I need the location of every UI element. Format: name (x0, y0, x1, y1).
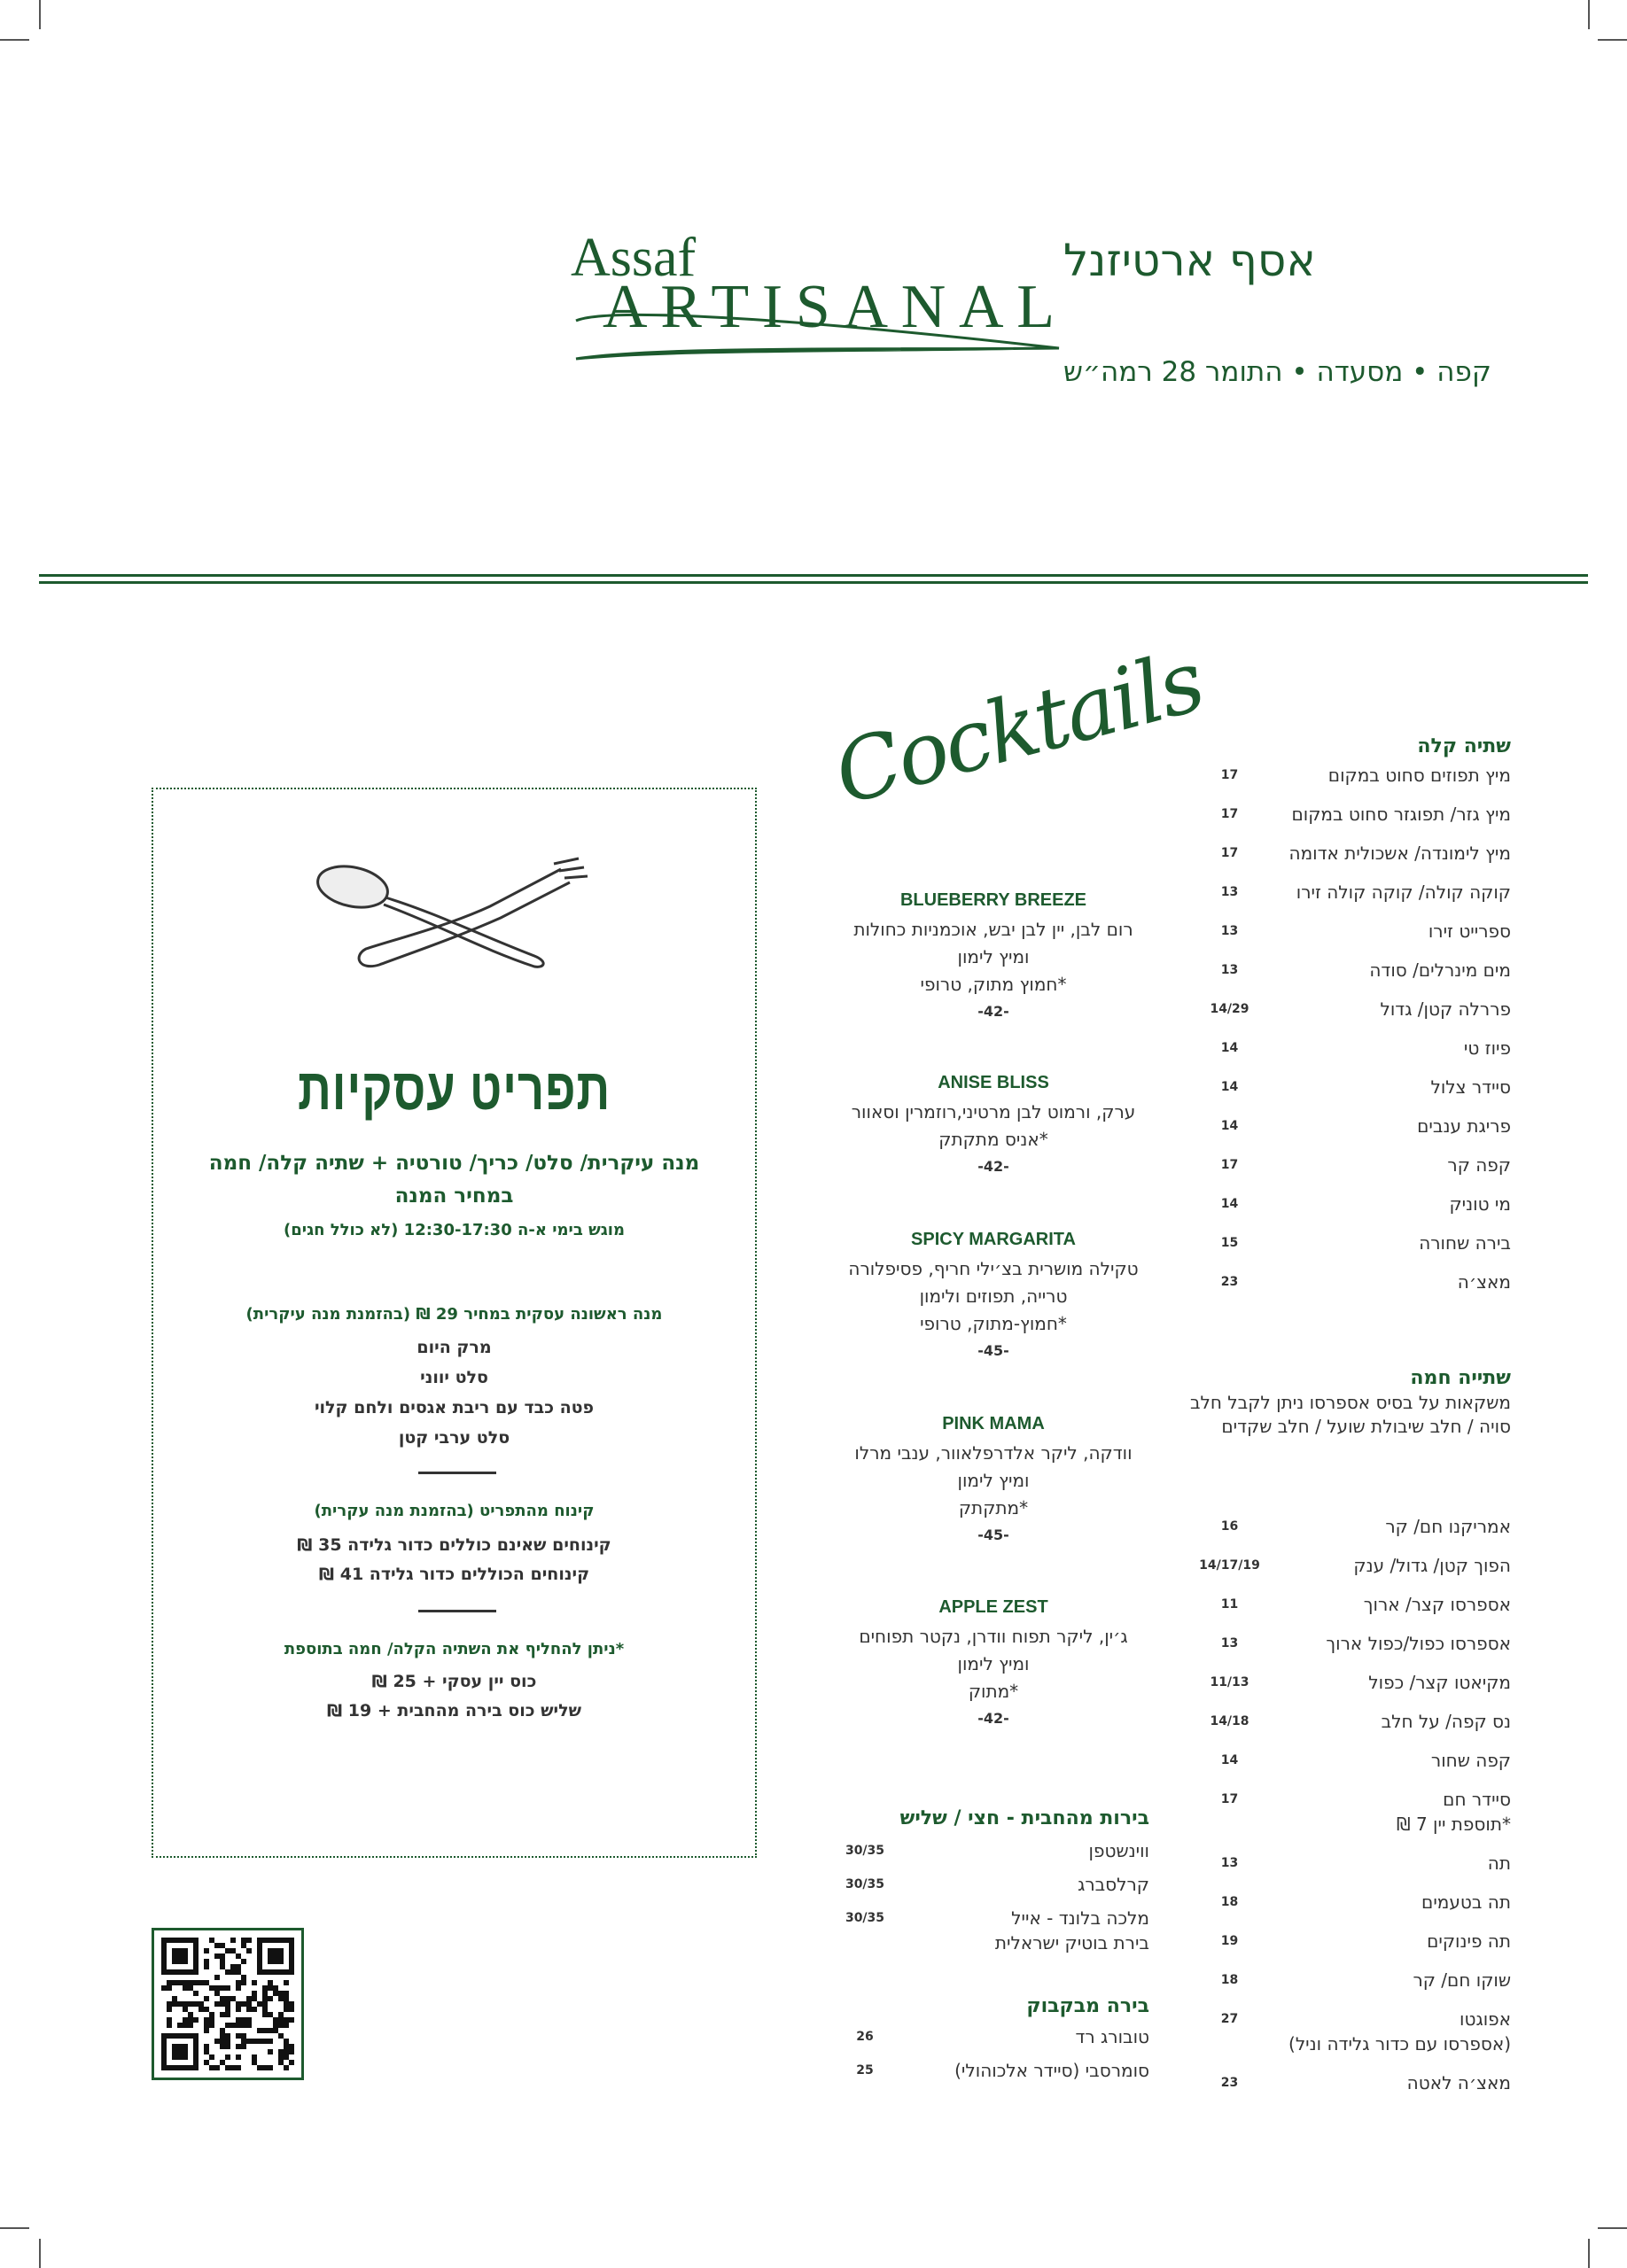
qr-code[interactable] (152, 1928, 304, 2080)
menu-item (1187, 919, 1511, 958)
menu-item (833, 1872, 1149, 1906)
cocktail-name: APPLE ZEST (938, 1597, 1048, 1617)
item-name: ווינשטפן (1088, 1840, 1149, 1861)
item-name: אספרסו כפול/כפול ארוך (1326, 1633, 1511, 1654)
item-name: שוקו חם/ קר (1413, 1969, 1511, 1991)
item-price: 23 (1220, 1275, 1239, 1289)
menu-item (1187, 1270, 1511, 1309)
menu-item (1187, 1231, 1511, 1270)
item-note: (אספרסו עם כדור גלידה וניל) (1288, 2033, 1511, 2054)
item-name: פריגת ענבים (1417, 1115, 1511, 1137)
item-name: אמריקנו חם/ קר (1385, 1516, 1511, 1537)
cocktail-ingredients: ומיץ לימון (957, 946, 1030, 967)
cocktail-ingredients: טקילה מושרית בצ׳ילי חריף, פסיפלורה (848, 1258, 1139, 1279)
item-name: סיידר צלול (1430, 1076, 1511, 1098)
menu-item (833, 2024, 1149, 2058)
soft-drinks-heading: שתיה קלה (1417, 735, 1511, 757)
menu-item (833, 1906, 1149, 1964)
cocktail-name: BLUEBERRY BREEZE (899, 890, 1087, 910)
item-name: הפוך קטן/ גדול/ ענק (1353, 1555, 1511, 1576)
crop-mark (1588, 2239, 1590, 2268)
item-name: מלכה בלונד - אייל (1011, 1907, 1149, 1929)
cocktail-ingredients: *חמוץ מתוק, טרופי (920, 974, 1067, 995)
swap-item: שליש כוס בירה מהחבית + 19 ₪ (326, 1701, 582, 1720)
item-name: מאצ׳ה לאטה (1406, 2072, 1511, 2093)
spoon-fork-icon (313, 851, 596, 975)
menu-item (1187, 763, 1511, 802)
cocktail-ingredients: *אניס מתקתק (938, 1129, 1048, 1150)
business-menu-title: תפריט עסקיות (297, 1056, 611, 1122)
item-price: 30/35 (845, 1844, 885, 1858)
item-price: 17 (1220, 807, 1239, 821)
cocktail-ingredients: ג׳ין, ליקר תפוח וודרן, נקטר תפוחים (859, 1626, 1128, 1647)
dessert-heading: קינוח מהתפריט (בהזמנת מנה עקרית) (314, 1502, 595, 1520)
item-name: פיוז טי (1463, 1037, 1511, 1059)
section-divider (418, 1472, 496, 1474)
item-price: 14/17/19 (1199, 1558, 1260, 1573)
item-name: תה בטעמים (1421, 1891, 1511, 1913)
item-price: 14 (1220, 1080, 1239, 1094)
menu-item (1187, 1114, 1511, 1153)
item-name: מקיאטו קצר/ כפול (1368, 1672, 1511, 1693)
hot-drinks-note: סויה / חלב שיבולת שועל / חלב שקדים (1221, 1416, 1511, 1437)
header-divider-bottom (39, 581, 1588, 584)
hot-drinks-section (1187, 1367, 1511, 2109)
cocktail-name: PINK MAMA (942, 1414, 1045, 1433)
cocktail-ingredients: *חמוץ-מתוק, טרופי (920, 1313, 1067, 1334)
restaurant-logo (558, 217, 1491, 390)
item-name: תה פינוקים (1427, 1930, 1511, 1952)
item-price: 19 (1220, 1934, 1239, 1948)
item-price: 13 (1220, 924, 1239, 938)
menu-item (1187, 1748, 1511, 1787)
cocktail-price: -45- (977, 1526, 1009, 1543)
hot-drinks-heading: שתייה חמה (1410, 1367, 1511, 1389)
item-name: פררלה קטן/ גדול (1380, 998, 1511, 1020)
cocktail-name: ANISE BLISS (938, 1073, 1049, 1092)
item-name: סומרסבי (סיידר אלכוהולי) (954, 2060, 1149, 2081)
starter-item: פטה כבד עם ריבת אגסים ולחם קלוי (314, 1398, 595, 1418)
menu-item (1187, 1670, 1511, 1709)
business-menu-box (152, 788, 757, 1858)
cocktail-price: -45- (977, 1342, 1009, 1359)
crop-mark (0, 39, 29, 41)
item-price: 11/13 (1210, 1675, 1249, 1689)
item-price: 15 (1220, 1236, 1239, 1250)
bottled-beer-section (833, 1995, 1149, 2092)
item-price: 14/18 (1210, 1714, 1249, 1728)
item-price: 11 (1220, 1597, 1239, 1612)
menu-item (1187, 1968, 1511, 2007)
item-name: מי טוניק (1449, 1193, 1511, 1215)
bottled-beer-heading: בירה מבקבוק (1026, 1995, 1149, 2017)
item-price: 14 (1220, 1197, 1239, 1211)
menu-item (1187, 1036, 1511, 1075)
crop-mark (1598, 39, 1627, 41)
logo-english-line2: ARTISANAL (603, 273, 1055, 341)
item-name: קפה שחור (1430, 1750, 1511, 1771)
draft-beer-section (833, 1807, 1149, 1964)
business-menu-subtitle: במחיר המנה (394, 1184, 514, 1208)
cocktail-ingredients: טרייה, תפוזים ולימון (919, 1285, 1068, 1307)
logo-tagline: קפה • מסעדה • התומר 28 רמה״ש (1063, 356, 1491, 388)
dessert-item: קינוחים הכוללים כדור גלידה 41 ₪ (318, 1565, 590, 1584)
cocktail-ingredients: ומיץ לימון (957, 1653, 1030, 1674)
item-price: 14 (1220, 1041, 1239, 1055)
logo-hebrew-name: אסף ארטיזנל (1063, 235, 1316, 286)
item-name: קוקה קולה/ קוקה קולה זירו (1296, 882, 1511, 903)
menu-item (1187, 1192, 1511, 1231)
cocktail-ingredients: *מתקתק (958, 1497, 1029, 1518)
menu-item (1187, 1890, 1511, 1929)
item-price: 16 (1220, 1519, 1239, 1534)
menu-item (1187, 1075, 1511, 1114)
item-name: טובורג רד (1075, 2026, 1149, 2047)
item-price: 17 (1220, 846, 1239, 860)
item-note: *תוספת יין 7 ₪ (1396, 1814, 1511, 1835)
item-price: 27 (1220, 2012, 1239, 2026)
cocktail-ingredients: *מתוק (968, 1681, 1019, 1702)
item-price: 14 (1220, 1119, 1239, 1133)
cocktail-ingredients: רום לבן, יין לבן יבש, אוכמניות כחולות (853, 919, 1133, 940)
item-price: 26 (856, 2030, 874, 2044)
cocktail-ingredients: וודקה, ליקר אלדרפלאוור, ענבי מרלו (854, 1442, 1133, 1464)
item-name: מיץ תפוזים סחוט במקום (1327, 765, 1511, 786)
menu-item (1187, 1514, 1511, 1553)
menu-item (1187, 997, 1511, 1036)
cocktail-ingredients: ערק, ורמוט לבן מרטיני,רוזמרין וסאוור (851, 1101, 1136, 1122)
starter-heading: מנה ראשונה עסקית במחיר 29 ₪ (בהזמנת מנה עיקרית) (245, 1305, 663, 1324)
item-price: 23 (1220, 2076, 1239, 2090)
item-name: תה (1487, 1852, 1511, 1874)
menu-item (1187, 1553, 1511, 1592)
item-name: מאצ׳ה (1457, 1271, 1511, 1293)
menu-item (833, 1838, 1149, 1872)
item-name: אפוגטו (1460, 2008, 1511, 2030)
item-price: 13 (1220, 885, 1239, 899)
item-price: 14 (1220, 1753, 1239, 1767)
item-name: בירה שחורה (1419, 1232, 1511, 1254)
header-divider-top (39, 574, 1588, 577)
draft-beer-heading: בירות מהחבית - חצי / שליש (899, 1807, 1149, 1829)
starter-item: סלט יווני (420, 1368, 488, 1387)
soft-drinks-section (1187, 735, 1511, 1309)
crop-mark (0, 2227, 29, 2229)
item-price: 17 (1220, 768, 1239, 782)
item-name: נס קפה/ על חלב (1381, 1711, 1511, 1732)
cocktails-title: Cocktails (824, 631, 1212, 825)
item-name: סיידר חם (1443, 1789, 1511, 1810)
qr-code-image (161, 1938, 294, 2070)
menu-item (1187, 2007, 1511, 2070)
hot-drinks-note: משקאות על בסיס אספרסו ניתן לקבל חלב (1189, 1392, 1511, 1413)
menu-item (1187, 1592, 1511, 1631)
item-name: קפה קר (1447, 1154, 1511, 1176)
item-name: קרלסברג (1078, 1874, 1149, 1895)
business-menu-subtitle: מנה עיקרית/ סלט/ כריך/ טורטיה + שתיה קלה/ חמה (208, 1152, 700, 1175)
item-price: 30/35 (845, 1877, 885, 1891)
item-price: 18 (1220, 1973, 1239, 1987)
item-note: בירת בוטיק ישראלית (994, 1932, 1149, 1953)
section-divider (418, 1610, 496, 1612)
business-menu-hours: מוגש בימי א-ה 12:30-17:30 (לא כולל חגים) (284, 1221, 625, 1239)
cocktail-name: SPICY MARGARITA (911, 1230, 1076, 1249)
starter-item: מרק היום (416, 1338, 492, 1357)
item-name: מיץ לימונדה/ אשכולית אדומה (1288, 843, 1511, 864)
item-price: 13 (1220, 1856, 1239, 1870)
cocktail-price: -42- (977, 1003, 1009, 1020)
item-name: ספרייט זירו (1428, 920, 1511, 942)
logo-english-line1: Assaf (571, 228, 697, 288)
menu-item (1187, 1787, 1511, 1851)
item-price: 25 (856, 2063, 874, 2078)
menu-item (1187, 1709, 1511, 1748)
crop-mark (39, 0, 41, 29)
menu-item (1187, 1929, 1511, 1968)
item-price: 14/29 (1210, 1002, 1249, 1016)
menu-item (1187, 880, 1511, 919)
item-price: 17 (1220, 1158, 1239, 1172)
item-price: 13 (1220, 1636, 1239, 1651)
crop-mark (1588, 0, 1590, 29)
menu-item (1187, 1851, 1511, 1890)
item-name: מים מינרלים/ סודה (1369, 959, 1511, 981)
item-name: מיץ גזר/ תפוגזר סחוט במקום (1291, 804, 1511, 825)
item-price: 17 (1220, 1792, 1239, 1806)
cocktail-ingredients: ומיץ לימון (957, 1470, 1030, 1491)
menu-item (1187, 958, 1511, 997)
menu-item (1187, 2070, 1511, 2109)
menu-item (1187, 802, 1511, 841)
starter-item: סלט ערבי קטן (398, 1428, 510, 1448)
item-price: 30/35 (845, 1911, 885, 1925)
cocktail-price: -42- (977, 1710, 1009, 1727)
menu-item (1187, 1631, 1511, 1670)
menu-item (833, 2058, 1149, 2092)
crop-mark (39, 2239, 41, 2268)
item-name: אספרסו קצר/ ארוך (1363, 1594, 1511, 1615)
crop-mark (1598, 2227, 1627, 2229)
item-price: 18 (1220, 1895, 1239, 1909)
menu-item (1187, 841, 1511, 880)
cocktail-price: -42- (977, 1158, 1009, 1175)
menu-item (1187, 1153, 1511, 1192)
swap-heading: *ניתן להחליף את השתיה הקלה/ חמה בתוספת (284, 1640, 625, 1658)
item-price: 13 (1220, 963, 1239, 977)
dessert-item: קינוחים שאינם כוללים כדור גלידה 35 ₪ (297, 1535, 611, 1555)
swap-item: כוס יין עסקי + 25 ₪ (371, 1672, 537, 1691)
